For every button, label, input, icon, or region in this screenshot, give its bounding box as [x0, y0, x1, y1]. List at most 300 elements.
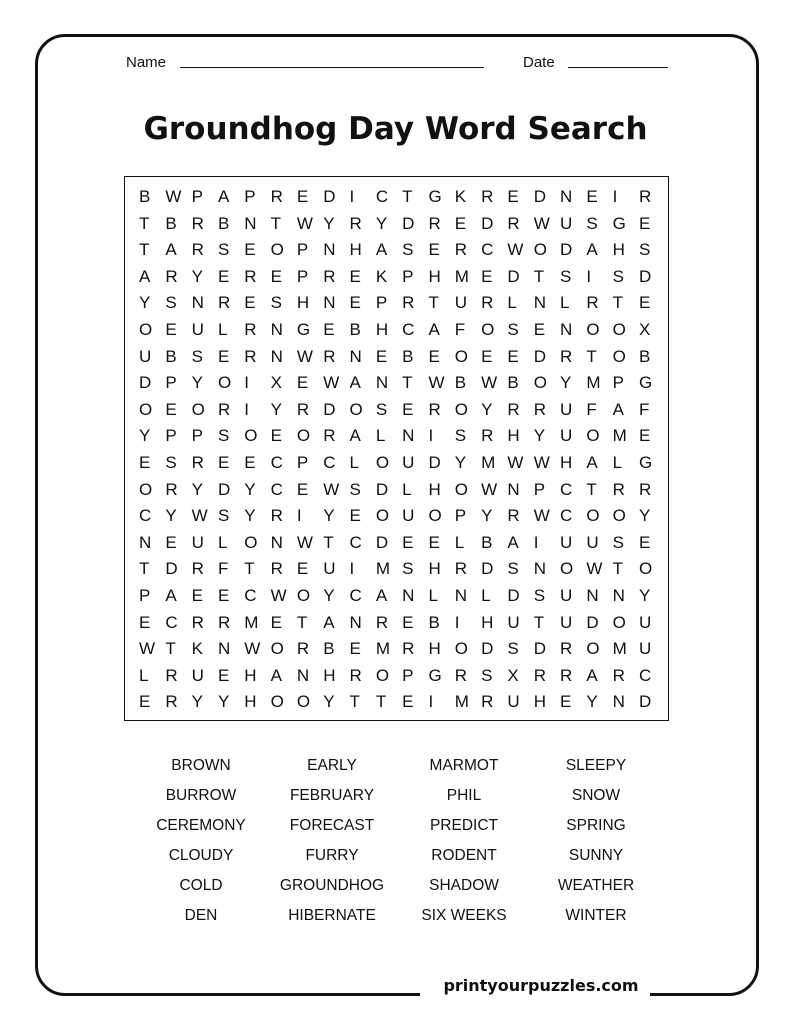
grid-letter[interactable]: W — [191, 506, 208, 526]
grid-letter[interactable]: R — [296, 399, 310, 419]
grid-letter[interactable]: R — [217, 399, 231, 419]
grid-letter[interactable]: R — [428, 213, 441, 233]
grid-letter[interactable]: O — [428, 506, 442, 526]
grid-letter[interactable]: R — [454, 559, 468, 579]
grid-letter[interactable]: R — [375, 612, 389, 632]
grid-letter[interactable]: L — [454, 532, 465, 552]
grid-letter[interactable]: H — [428, 479, 441, 499]
grid-letter[interactable]: C — [560, 479, 573, 499]
grid-letter[interactable]: R — [560, 346, 573, 366]
grid-letter[interactable]: O — [375, 506, 390, 526]
grid-letter[interactable]: O — [454, 479, 468, 499]
grid-letter[interactable]: T — [586, 479, 597, 499]
grid-letter[interactable]: F — [217, 559, 229, 579]
grid-letter[interactable]: S — [638, 240, 651, 260]
grid-letter[interactable]: E — [217, 585, 230, 605]
grid-letter[interactable]: C — [165, 612, 178, 632]
grid-letter[interactable]: A — [375, 585, 388, 605]
grid-letter[interactable]: P — [296, 266, 309, 286]
grid-letter[interactable]: M — [586, 373, 601, 393]
grid-letter[interactable]: E — [428, 346, 440, 366]
grid-letter[interactable]: O — [244, 426, 258, 446]
grid-letter[interactable]: S — [507, 319, 519, 339]
grid-letter[interactable]: C — [244, 585, 257, 605]
grid-letter[interactable]: T — [428, 293, 439, 313]
grid-letter[interactable]: U — [323, 559, 336, 579]
grid-letter[interactable]: D — [481, 559, 494, 579]
grid-letter[interactable]: E — [165, 532, 177, 552]
grid-letter[interactable]: O — [375, 452, 390, 472]
grid-letter[interactable]: Y — [323, 213, 335, 233]
grid-letter[interactable]: O — [244, 532, 258, 552]
grid-letter[interactable]: X — [270, 373, 282, 393]
grid-letter[interactable]: S — [402, 559, 414, 579]
grid-letter[interactable]: R — [270, 187, 283, 206]
grid-letter[interactable]: O — [560, 559, 574, 579]
grid-letter[interactable]: R — [165, 479, 178, 499]
grid-letter[interactable]: T — [165, 639, 176, 659]
grid-letter[interactable]: D — [507, 266, 520, 286]
grid-letter[interactable]: W — [165, 187, 182, 206]
grid-letter[interactable]: I — [349, 559, 355, 579]
grid-letter[interactable]: O — [139, 399, 153, 419]
grid-letter[interactable]: I — [454, 612, 460, 632]
grid-letter[interactable]: Y — [191, 692, 203, 712]
grid-letter[interactable]: W — [323, 479, 340, 499]
grid-letter[interactable]: M — [375, 559, 390, 579]
grid-letter[interactable]: N — [560, 319, 573, 339]
grid-letter[interactable]: O — [191, 399, 205, 419]
grid-letter[interactable]: K — [375, 266, 388, 286]
grid-letter[interactable]: N — [323, 240, 336, 260]
grid-letter[interactable]: Y — [191, 479, 203, 499]
grid-letter[interactable]: O — [612, 319, 626, 339]
grid-letter[interactable]: W — [507, 452, 524, 472]
grid-letter[interactable]: G — [428, 665, 442, 685]
grid-letter[interactable]: S — [165, 452, 177, 472]
grid-letter[interactable]: P — [191, 187, 203, 206]
grid-letter[interactable]: E — [270, 266, 282, 286]
grid-letter[interactable]: Y — [560, 373, 572, 393]
grid-letter[interactable]: H — [612, 240, 625, 260]
grid-letter[interactable]: O — [481, 319, 495, 339]
grid-letter[interactable]: E — [638, 293, 651, 313]
grid-letter[interactable]: D — [139, 373, 152, 393]
grid-letter[interactable]: O — [296, 585, 311, 605]
grid-letter[interactable]: E — [428, 532, 440, 552]
grid-letter[interactable]: B — [454, 373, 467, 393]
grid-letter[interactable]: O — [586, 506, 600, 526]
grid-letter[interactable]: A — [323, 612, 335, 632]
grid-letter[interactable]: S — [507, 639, 519, 659]
grid-letter[interactable]: D — [165, 559, 178, 579]
grid-letter[interactable]: C — [402, 319, 415, 339]
grid-letter[interactable]: D — [586, 612, 599, 632]
grid-letter[interactable]: S — [165, 293, 177, 313]
grid-letter[interactable]: P — [165, 373, 177, 393]
grid-letter[interactable]: L — [217, 319, 228, 339]
grid-letter[interactable]: I — [428, 692, 434, 712]
grid-letter[interactable]: G — [612, 213, 626, 233]
grid-letter[interactable]: Y — [191, 266, 203, 286]
grid-letter[interactable]: E — [507, 346, 519, 366]
grid-letter[interactable]: A — [507, 532, 519, 552]
grid-letter[interactable]: L — [375, 426, 386, 446]
grid-letter[interactable]: E — [560, 692, 572, 712]
grid-letter[interactable]: L — [612, 452, 623, 472]
grid-letter[interactable]: U — [638, 612, 652, 632]
grid-letter[interactable]: N — [244, 213, 257, 233]
grid-letter[interactable]: H — [244, 692, 257, 712]
grid-letter[interactable]: C — [375, 187, 389, 206]
grid-letter[interactable]: R — [481, 692, 494, 712]
grid-letter[interactable]: Y — [323, 692, 335, 712]
grid-letter[interactable]: P — [402, 665, 414, 685]
grid-letter[interactable]: N — [507, 479, 520, 499]
grid-letter[interactable]: R — [349, 213, 362, 233]
grid-letter[interactable]: B — [165, 346, 177, 366]
grid-letter[interactable]: E — [375, 346, 388, 366]
grid-letter[interactable]: R — [638, 187, 652, 206]
grid-letter[interactable]: N — [323, 293, 336, 313]
grid-letter[interactable]: R — [428, 399, 441, 419]
grid-letter[interactable]: H — [244, 665, 257, 685]
grid-letter[interactable]: Y — [217, 692, 230, 712]
grid-letter[interactable]: U — [560, 399, 573, 419]
grid-letter[interactable]: N — [612, 692, 625, 712]
grid-letter[interactable]: G — [638, 452, 653, 472]
grid-letter[interactable]: T — [139, 213, 150, 233]
grid-letter[interactable]: D — [375, 479, 389, 499]
grid-letter[interactable]: X — [507, 665, 519, 685]
grid-letter[interactable]: E — [217, 452, 230, 472]
grid-letter[interactable]: O — [139, 319, 153, 339]
grid-letter[interactable]: M — [454, 692, 469, 712]
grid-letter[interactable]: R — [244, 319, 257, 339]
grid-letter[interactable]: N — [375, 373, 389, 393]
grid-letter[interactable]: R — [165, 692, 178, 712]
grid-letter[interactable]: G — [296, 319, 311, 339]
grid-letter[interactable]: R — [507, 213, 520, 233]
grid-letter[interactable]: D — [428, 452, 441, 472]
grid-letter[interactable]: R — [323, 426, 336, 446]
grid-letter[interactable]: I — [612, 187, 618, 206]
grid-letter[interactable]: M — [244, 612, 259, 632]
grid-letter[interactable]: R — [612, 665, 625, 685]
grid-letter[interactable]: N — [191, 293, 204, 313]
grid-letter[interactable]: W — [296, 213, 313, 233]
grid-letter[interactable]: C — [481, 240, 494, 260]
grid-letter[interactable]: A — [270, 665, 282, 685]
grid-letter[interactable]: Y — [191, 373, 203, 393]
grid-letter[interactable]: B — [428, 612, 440, 632]
grid-letter[interactable]: S — [375, 399, 388, 419]
grid-letter[interactable]: T — [244, 559, 255, 579]
grid-letter[interactable]: S — [507, 559, 519, 579]
grid-letter[interactable]: E — [165, 319, 177, 339]
grid-letter[interactable]: D — [323, 187, 336, 206]
grid-letter[interactable]: U — [402, 506, 415, 526]
grid-letter[interactable]: W — [586, 559, 603, 579]
grid-letter[interactable]: C — [270, 452, 283, 472]
grid-letter[interactable]: P — [402, 266, 414, 286]
grid-letter[interactable]: B — [323, 639, 335, 659]
grid-letter[interactable]: T — [533, 612, 545, 632]
grid-letter[interactable]: T — [375, 692, 387, 712]
grid-letter[interactable]: Y — [323, 585, 335, 605]
grid-letter[interactable]: S — [533, 585, 546, 605]
grid-letter[interactable]: B — [139, 187, 151, 206]
grid-letter[interactable]: R — [191, 559, 204, 579]
grid-letter[interactable]: B — [481, 532, 493, 552]
grid-letter[interactable]: U — [560, 213, 573, 233]
grid-letter[interactable]: I — [586, 266, 592, 286]
grid-letter[interactable]: O — [612, 506, 626, 526]
grid-letter[interactable]: B — [217, 213, 230, 233]
grid-letter[interactable]: E — [296, 559, 309, 579]
grid-letter[interactable]: L — [402, 479, 412, 499]
grid-letter[interactable]: F — [454, 319, 466, 339]
grid-letter[interactable]: D — [533, 346, 546, 366]
grid-letter[interactable]: T — [139, 240, 150, 260]
grid-letter[interactable]: I — [349, 187, 355, 206]
grid-letter[interactable]: R — [323, 346, 336, 366]
grid-letter[interactable]: S — [612, 532, 624, 552]
grid-letter[interactable]: U — [586, 532, 599, 552]
grid-letter[interactable]: G — [638, 373, 653, 393]
grid-letter[interactable]: I — [428, 426, 434, 446]
grid-letter[interactable]: Y — [638, 506, 651, 526]
grid-letter[interactable]: X — [638, 319, 651, 339]
grid-letter[interactable]: Y — [481, 399, 493, 419]
grid-letter[interactable]: M — [375, 639, 390, 659]
grid-letter[interactable]: E — [217, 266, 230, 286]
grid-letter[interactable]: O — [375, 665, 390, 685]
grid-letter[interactable]: R — [481, 293, 494, 313]
grid-letter[interactable]: R — [323, 266, 336, 286]
grid-letter[interactable]: L — [507, 293, 517, 313]
grid-letter[interactable]: E — [454, 213, 467, 233]
grid-letter[interactable]: I — [244, 373, 249, 393]
grid-letter[interactable]: A — [586, 452, 598, 472]
grid-letter[interactable]: E — [296, 373, 309, 393]
grid-letter[interactable]: A — [165, 585, 177, 605]
grid-letter[interactable]: C — [560, 506, 573, 526]
grid-letter[interactable]: W — [428, 373, 445, 393]
grid-letter[interactable]: E — [349, 639, 361, 659]
grid-letter[interactable]: O — [454, 639, 468, 659]
grid-letter[interactable]: O — [270, 692, 284, 712]
grid-letter[interactable]: U — [507, 612, 520, 632]
grid-letter[interactable]: H — [533, 692, 546, 712]
grid-letter[interactable]: B — [507, 373, 519, 393]
grid-letter[interactable]: I — [533, 532, 539, 552]
grid-letter[interactable]: W — [533, 213, 550, 233]
grid-letter[interactable]: Y — [481, 506, 493, 526]
grid-letter[interactable]: M — [481, 452, 496, 472]
grid-letter[interactable]: P — [191, 426, 203, 446]
grid-letter[interactable]: R — [191, 452, 204, 472]
grid-letter[interactable]: E — [296, 479, 309, 499]
grid-letter[interactable]: H — [349, 240, 362, 260]
grid-letter[interactable]: S — [217, 426, 230, 446]
grid-letter[interactable]: H — [481, 612, 494, 632]
grid-letter[interactable]: E — [507, 187, 519, 206]
grid-letter[interactable]: S — [349, 479, 361, 499]
grid-letter[interactable]: K — [454, 187, 467, 206]
grid-letter[interactable]: N — [454, 585, 468, 605]
grid-letter[interactable]: N — [533, 293, 546, 313]
grid-letter[interactable]: N — [139, 532, 152, 552]
grid-letter[interactable]: Y — [244, 506, 256, 526]
grid-letter[interactable]: M — [454, 266, 469, 286]
grid-letter[interactable]: P — [454, 506, 467, 526]
grid-letter[interactable]: L — [139, 665, 149, 685]
grid-letter[interactable]: P — [533, 479, 546, 499]
grid-letter[interactable]: E — [638, 532, 651, 552]
grid-letter[interactable]: E — [349, 266, 361, 286]
grid-letter[interactable]: A — [217, 187, 230, 206]
grid-letter[interactable]: N — [270, 346, 283, 366]
grid-letter[interactable]: H — [507, 426, 520, 446]
grid-letter[interactable]: E — [270, 426, 282, 446]
grid-letter[interactable]: O — [612, 346, 626, 366]
grid-letter[interactable]: O — [586, 426, 600, 446]
grid-letter[interactable]: N — [349, 346, 362, 366]
grid-letter[interactable]: E — [139, 612, 151, 632]
grid-letter[interactable]: R — [217, 293, 231, 313]
grid-letter[interactable]: R — [244, 266, 257, 286]
grid-letter[interactable]: D — [638, 692, 652, 712]
grid-letter[interactable]: W — [244, 639, 261, 659]
grid-letter[interactable]: F — [638, 399, 650, 419]
grid-letter[interactable]: E — [402, 612, 414, 632]
grid-letter[interactable]: R — [507, 399, 520, 419]
grid-letter[interactable]: C — [349, 532, 362, 552]
grid-letter[interactable]: U — [191, 665, 204, 685]
grid-letter[interactable]: D — [560, 240, 573, 260]
grid-letter[interactable]: T — [533, 266, 545, 286]
grid-letter[interactable]: O — [139, 479, 153, 499]
grid-letter[interactable]: O — [638, 559, 653, 579]
grid-letter[interactable]: L — [428, 585, 438, 605]
grid-letter[interactable]: T — [349, 692, 360, 712]
grid-letter[interactable]: T — [402, 187, 413, 206]
grid-letter[interactable]: D — [402, 213, 415, 233]
grid-letter[interactable]: S — [217, 506, 230, 526]
grid-letter[interactable]: S — [217, 240, 230, 260]
grid-letter[interactable]: Y — [139, 426, 151, 446]
grid-letter[interactable]: A — [349, 373, 361, 393]
grid-letter[interactable]: R — [560, 639, 573, 659]
grid-letter[interactable]: N — [612, 585, 625, 605]
grid-letter[interactable]: O — [296, 426, 311, 446]
grid-letter[interactable]: E — [323, 319, 335, 339]
grid-letter[interactable]: G — [428, 187, 442, 206]
grid-letter[interactable]: A — [375, 240, 388, 260]
grid-letter[interactable]: U — [560, 585, 573, 605]
grid-letter[interactable]: P — [296, 240, 309, 260]
grid-letter[interactable]: R — [296, 639, 310, 659]
grid-letter[interactable]: R — [270, 559, 283, 579]
grid-letter[interactable]: L — [349, 452, 359, 472]
grid-letter[interactable]: P — [244, 187, 256, 206]
grid-letter[interactable]: U — [454, 293, 468, 313]
grid-letter[interactable]: U — [402, 452, 415, 472]
grid-letter[interactable]: P — [139, 585, 151, 605]
grid-letter[interactable]: A — [139, 266, 151, 286]
grid-letter[interactable]: N — [560, 187, 573, 206]
grid-letter[interactable]: H — [296, 293, 310, 313]
grid-letter[interactable]: N — [349, 612, 362, 632]
grid-letter[interactable]: E — [165, 399, 177, 419]
grid-letter[interactable]: E — [217, 346, 230, 366]
grid-letter[interactable]: E — [296, 187, 309, 206]
grid-letter[interactable]: D — [638, 266, 652, 286]
grid-letter[interactable]: C — [270, 479, 283, 499]
grid-letter[interactable]: R — [349, 665, 362, 685]
grid-letter[interactable]: W — [507, 240, 524, 260]
grid-letter[interactable]: W — [533, 506, 550, 526]
grid-letter[interactable]: W — [296, 532, 313, 552]
grid-letter[interactable]: L — [217, 532, 228, 552]
grid-letter[interactable]: C — [349, 585, 362, 605]
grid-letter[interactable]: R — [586, 293, 599, 313]
grid-letter[interactable]: U — [507, 692, 520, 712]
grid-letter[interactable]: A — [586, 240, 598, 260]
grid-letter[interactable]: N — [402, 426, 415, 446]
grid-letter[interactable]: P — [612, 373, 624, 393]
grid-letter[interactable]: S — [402, 240, 414, 260]
grid-letter[interactable]: B — [402, 346, 414, 366]
grid-letter[interactable]: O — [270, 240, 284, 260]
grid-letter[interactable]: T — [139, 559, 150, 579]
grid-letter[interactable]: D — [507, 585, 520, 605]
grid-letter[interactable]: R — [165, 665, 178, 685]
grid-letter[interactable]: U — [139, 346, 152, 366]
grid-letter[interactable]: R — [402, 639, 415, 659]
grid-letter[interactable]: I — [244, 399, 249, 419]
grid-letter[interactable]: F — [586, 399, 597, 419]
grid-letter[interactable]: B — [638, 346, 651, 366]
grid-letter[interactable]: R — [165, 266, 178, 286]
grid-letter[interactable]: R — [244, 346, 257, 366]
grid-letter[interactable]: O — [454, 346, 468, 366]
grid-letter[interactable]: T — [402, 373, 413, 393]
grid-letter[interactable]: O — [296, 692, 311, 712]
grid-letter[interactable]: A — [165, 240, 177, 260]
grid-letter[interactable]: E — [402, 692, 414, 712]
grid-letter[interactable]: O — [586, 639, 600, 659]
grid-letter[interactable]: N — [402, 585, 415, 605]
grid-letter[interactable]: R — [191, 612, 204, 632]
grid-letter[interactable]: E — [638, 426, 651, 446]
grid-letter[interactable]: R — [270, 506, 283, 526]
grid-letter[interactable]: Y — [533, 426, 546, 446]
grid-letter[interactable]: A — [612, 399, 624, 419]
grid-letter[interactable]: R — [507, 506, 520, 526]
grid-letter[interactable]: Y — [375, 213, 388, 233]
grid-letter[interactable]: Y — [323, 506, 335, 526]
grid-letter[interactable]: N — [296, 665, 310, 685]
grid-letter[interactable]: R — [402, 293, 415, 313]
grid-letter[interactable]: R — [533, 399, 546, 419]
grid-letter[interactable]: E — [244, 240, 256, 260]
grid-letter[interactable]: E — [217, 665, 230, 685]
grid-letter[interactable]: R — [481, 187, 494, 206]
grid-letter[interactable]: U — [638, 639, 652, 659]
grid-letter[interactable]: N — [586, 585, 599, 605]
